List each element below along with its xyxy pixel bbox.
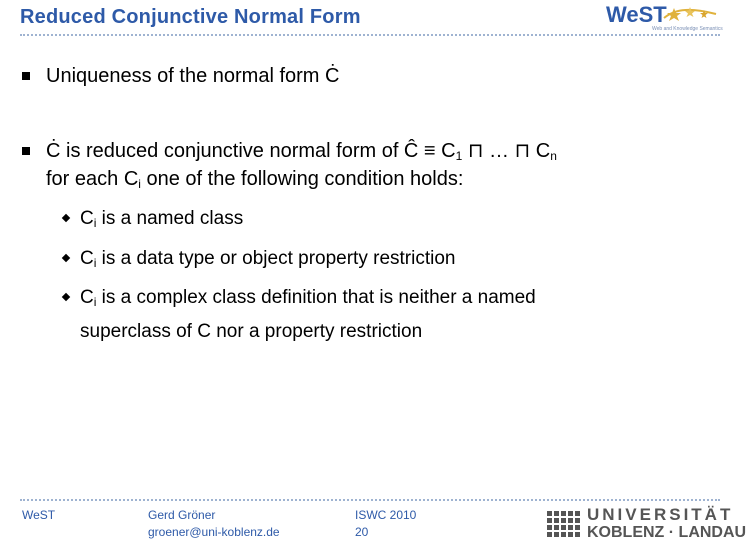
bullet-diamond-icon <box>62 214 70 222</box>
sub-bullet-complex-class: $C_i$ is a complex class definition that is neither a named superclass of C nor a property restriction <box>80 287 536 342</box>
bullet-uniqueness <box>46 62 339 90</box>
bullet-reduced-cnf-line2: for each $C_i$ one of the following condition holds: <box>46 168 464 191</box>
bullet-uniqueness-text: Uniqueness of the normal form Ċ <box>46 65 340 87</box>
footer-divider <box>20 499 720 501</box>
university-logo <box>543 505 746 545</box>
bullet-reduced-cnf-line1: Ċ is reduced conjunctive normal form of Ĉ ≡ $C_1$ ⊓ … ⊓ $C_n$ <box>46 140 557 163</box>
star-swirl-icon <box>662 4 718 28</box>
university-name-line2: KOBLENZ · LANDAU <box>587 524 746 541</box>
page-title: Reduced Conjunctive Normal Form <box>20 6 361 28</box>
footer-conference-block <box>355 507 416 541</box>
university-emblem-icon <box>545 507 583 543</box>
bullet-square-icon <box>22 72 30 80</box>
footer-author-block <box>148 507 280 541</box>
sub-bullet-named-class: $C_i$ is a named class <box>80 208 244 230</box>
footer-page-number: 20 <box>355 525 369 539</box>
sub-bullet-restriction: $C_i$ is a data type or object property restriction <box>80 248 456 270</box>
header-divider <box>20 34 720 36</box>
bullet-diamond-icon <box>62 293 70 301</box>
footer-conference: ISWC 2010 <box>355 508 417 522</box>
footer-org: WeST <box>22 508 56 522</box>
west-logo-tagline: Web and Knowledge Semantics <box>652 26 723 32</box>
west-logo-text: WeST <box>606 2 667 27</box>
footer-email: groener@uni-koblenz.de <box>148 525 280 539</box>
bullet-square-icon <box>22 147 30 155</box>
bullet-reduced-cnf <box>46 137 716 193</box>
footer-author: Gerd Gröner <box>148 508 216 522</box>
bullet-diamond-icon <box>62 254 70 262</box>
university-name-line1: UNIVERSITÄT <box>587 505 734 524</box>
west-logo <box>606 2 723 34</box>
